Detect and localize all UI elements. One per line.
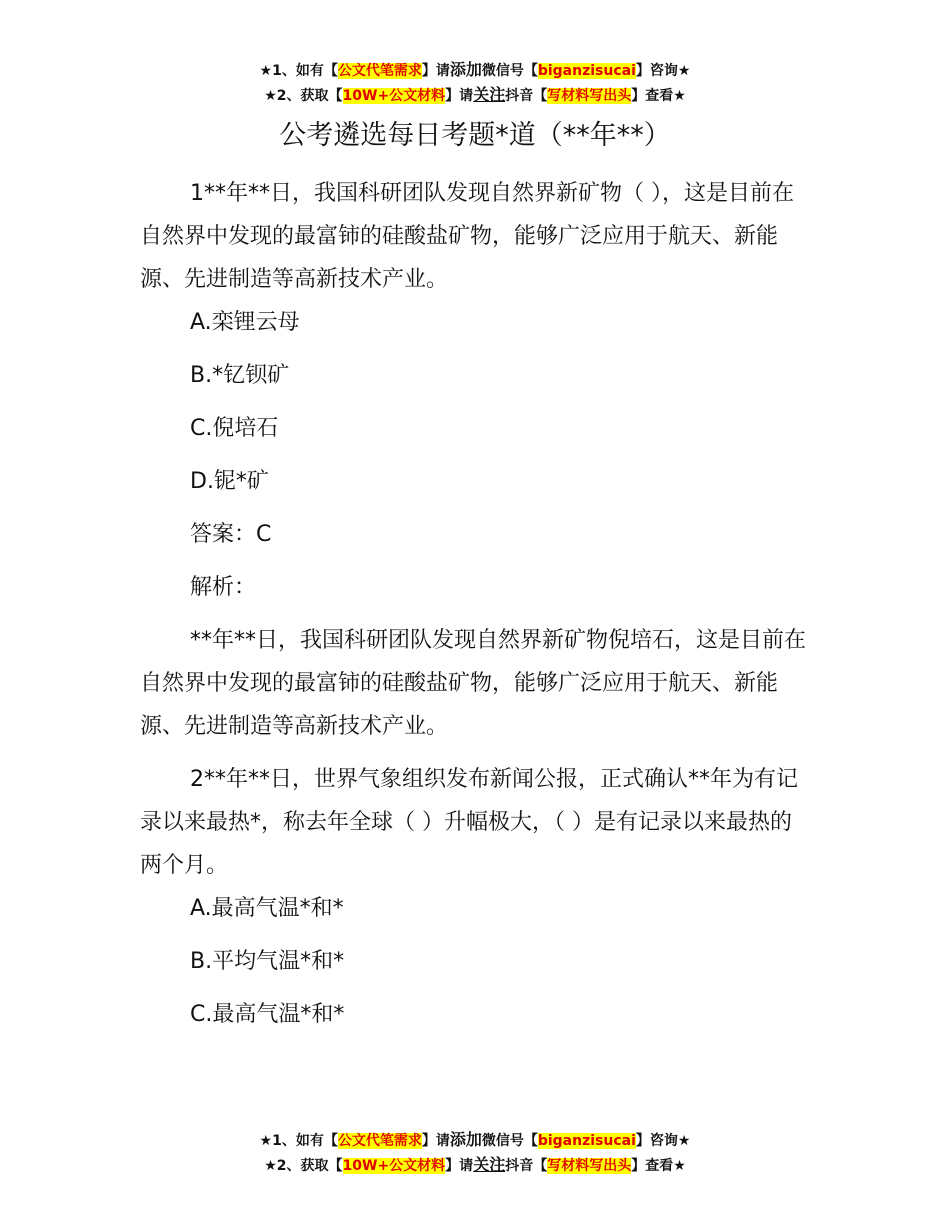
banner-text: 抖音【 bbox=[505, 1158, 548, 1174]
banner-emphasis: 关注 bbox=[473, 85, 506, 104]
top-banner bbox=[0, 58, 950, 108]
banner-text: 】查看★ bbox=[631, 88, 686, 104]
banner-line-2 bbox=[0, 1153, 950, 1178]
banner-text: 】请 bbox=[421, 1133, 450, 1149]
answer-option: A.最高气温*和* bbox=[190, 896, 344, 921]
banner-highlight: 写材料写出头 bbox=[547, 88, 632, 104]
answer-option: C.最高气温*和* bbox=[190, 1002, 345, 1027]
banner-line-1 bbox=[0, 58, 950, 83]
banner-line-1 bbox=[0, 1128, 950, 1153]
banner-highlight: 写材料写出头 bbox=[547, 1158, 632, 1174]
bottom-banner bbox=[0, 1128, 950, 1178]
analysis-label: 解析： bbox=[190, 575, 257, 600]
banner-emphasis: 关注 bbox=[473, 1155, 506, 1174]
banner-emphasis: 添加 bbox=[449, 60, 482, 79]
banner-text: 微信号【 bbox=[481, 63, 538, 79]
banner-text: 】查看★ bbox=[631, 1158, 686, 1174]
banner-text: 微信号【 bbox=[481, 1133, 538, 1149]
answer-option: D.铌*矿 bbox=[190, 469, 269, 494]
page-title: 公考遴选每日考题*道（**年**） bbox=[279, 120, 671, 151]
banner-highlight: biganzisucai bbox=[537, 1133, 636, 1149]
banner-highlight: biganzisucai bbox=[537, 63, 636, 79]
question-stem: 1**年**日，我国科研团队发现自然界新矿物（ ），这是目前在自然界中发现的最富铈的硅酸盐矿物，能够广泛应用于航天、新能源、先进制造等高新技术产业。 bbox=[140, 181, 794, 292]
banner-text: 】请 bbox=[445, 1158, 474, 1174]
banner-emphasis: 添加 bbox=[449, 1130, 482, 1149]
banner-line-2 bbox=[0, 83, 950, 108]
banner-highlight: 公文代笔需求 bbox=[337, 1133, 422, 1149]
banner-highlight: 10W+公文材料 bbox=[342, 1158, 446, 1174]
answer-key: 答案：C bbox=[190, 522, 272, 547]
analysis-text: **年**日，我国科研团队发现自然界新矿物倪培石，这是目前在自然界中发现的最富铈的硅酸盐矿物，能够广泛应用于航天、新能源、先进制造等高新技术产业。 bbox=[140, 628, 807, 739]
answer-option: B.*钇钡矿 bbox=[190, 363, 290, 388]
banner-text: ★1、如有【 bbox=[259, 63, 338, 79]
banner-text: 】咨询★ bbox=[635, 1133, 691, 1149]
banner-highlight: 公文代笔需求 bbox=[337, 63, 422, 79]
banner-text: ★2、获取【 bbox=[264, 88, 343, 104]
answer-option: A.栾锂云母 bbox=[190, 310, 300, 335]
banner-text: 抖音【 bbox=[505, 88, 548, 104]
banner-text: 】请 bbox=[421, 63, 450, 79]
banner-text: ★1、如有【 bbox=[259, 1133, 338, 1149]
banner-text: ★2、获取【 bbox=[264, 1158, 343, 1174]
question-stem: 2**年**日，世界气象组织发布新闻公报，正式确认**年为有记录以来最热*，称去年全球（ ）升幅极大，（ ）是有记录以来最热的两个月。 bbox=[140, 767, 798, 878]
banner-highlight: 10W+公文材料 bbox=[342, 88, 446, 104]
banner-text: 】咨询★ bbox=[635, 63, 691, 79]
answer-option: C.倪培石 bbox=[190, 416, 279, 441]
banner-text: 】请 bbox=[445, 88, 474, 104]
document-body bbox=[140, 172, 812, 1036]
answer-option: B.平均气温*和* bbox=[190, 949, 345, 974]
